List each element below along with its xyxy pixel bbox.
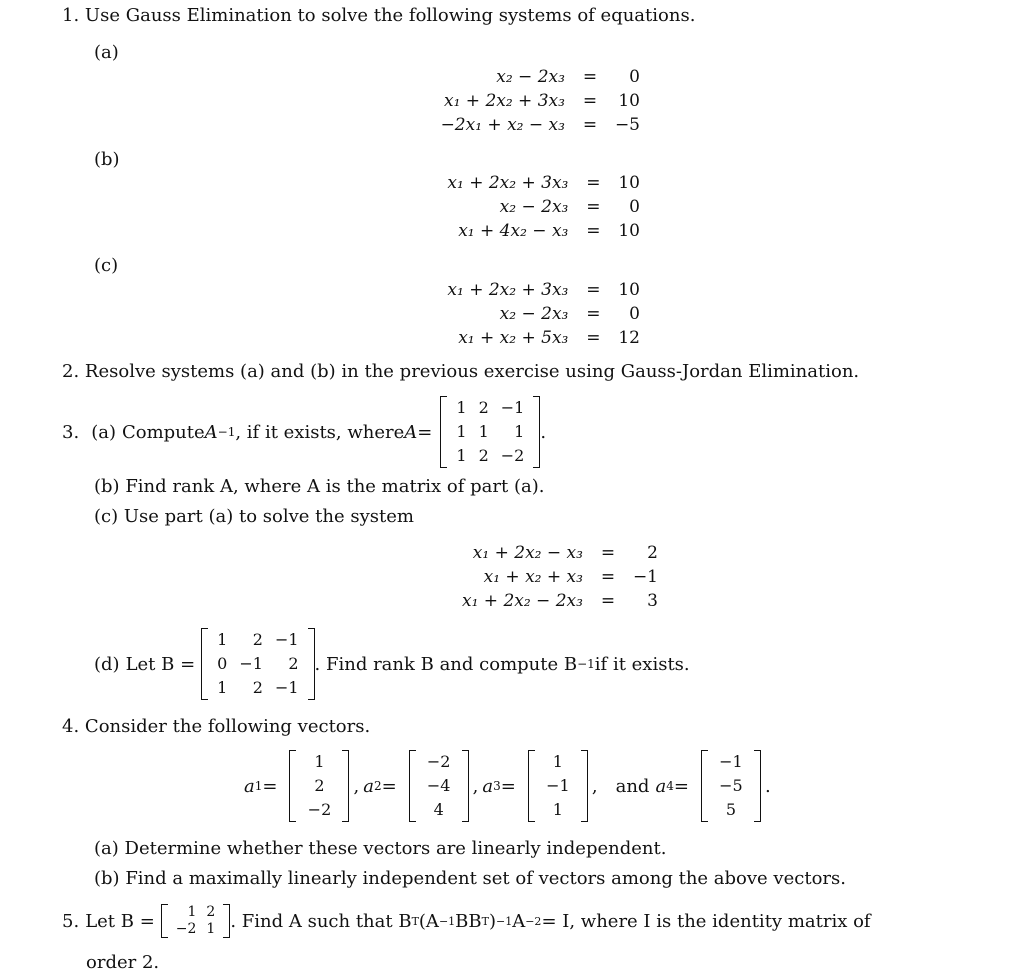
system-1b-row-2-eq: = (586, 197, 601, 217)
equals-sign: = (262, 775, 278, 797)
vector-a1-column (289, 750, 349, 822)
system-1a-row-2-eq: = (582, 91, 598, 111)
matrix-B-cell-1-3: −1 (274, 630, 299, 649)
transpose-2: T (481, 914, 489, 928)
system-3c-row-3-eq: = (600, 591, 616, 611)
matrix-A-cell-2-1: 1 (456, 422, 467, 441)
system-3c-row-1-rhs: 2 (647, 543, 658, 563)
matrix-B2-cell-1-2: 2 (206, 904, 216, 920)
problem-3d-label: (d) (94, 653, 120, 675)
system-1b-row-2-lhs: x₂ − 2x₃ (499, 197, 569, 217)
vector-a4-column (701, 750, 761, 822)
transpose-1: T (411, 914, 419, 928)
problem-4b-text: Find a maximally linearly independent set of vectors among the above vectors. (125, 868, 846, 889)
system-1a-row-2-lhs: x₁ + 2x₂ + 3x₃ (443, 91, 565, 111)
system-1c-row-2-lhs: x₂ − 2x₃ (499, 304, 569, 324)
problem-5-text-8: order 2. (86, 952, 160, 973)
system-1c-row-2-rhs: 0 (629, 304, 640, 324)
vector-a3 (482, 750, 597, 822)
system-1c-row-1-eq: = (586, 280, 601, 300)
vector-entry: −1 (546, 776, 570, 795)
vector-symbol: a (482, 775, 494, 797)
comma: , (353, 775, 360, 797)
equals-sign: = (673, 775, 689, 797)
system-1b-row-3-lhs: x₁ + 4x₂ − x₃ (458, 221, 569, 241)
problem-5-text-2: . Find A such that B (230, 910, 412, 932)
vector-a3-column (528, 750, 588, 822)
system-1b-row-1-eq: = (586, 173, 601, 193)
comma: , (472, 775, 479, 797)
problem-4a-text: Determine whether these vectors are linearly independent. (124, 838, 667, 859)
system-1b (447, 172, 640, 242)
problem-3d-text-start: Let B = (125, 653, 196, 675)
problem-5-text-5: ) (488, 910, 496, 932)
vector-entry: −2 (426, 752, 451, 771)
inverse-exponent-B: −1 (577, 657, 595, 671)
matrix-A-cell-3-1: 1 (456, 446, 467, 465)
problem-3a-label: (a) (91, 421, 116, 443)
system-1b-row-2-rhs: 0 (629, 197, 640, 217)
equals-sign: = (381, 775, 397, 797)
problem-5-line (62, 904, 871, 938)
matrix-B-cell-3-1: 1 (217, 678, 228, 697)
problem-2-statement (62, 361, 859, 382)
problem-3c-line (94, 506, 414, 527)
problem-3b-line (94, 476, 544, 497)
problem-4b-label: (b) (94, 868, 120, 889)
matrix-B-2x2 (161, 904, 231, 938)
problem-3b-text: Find rank A, where A is the matrix of part (a). (125, 476, 545, 497)
problem-3d-line (94, 628, 690, 700)
inverse-exponent: −1 (217, 425, 236, 439)
system-1b-row-1-lhs: x₁ + 2x₂ + 3x₃ (447, 173, 569, 193)
system-1c-row-3-eq: = (586, 328, 601, 348)
vector-index: 1 (254, 779, 263, 793)
problem-1-number: 1. (62, 5, 80, 26)
problem-3d-text-mid: . Find rank B and compute B (314, 653, 578, 675)
matrix-B-cell-3-3: −1 (274, 678, 299, 697)
equals-sign: = (500, 775, 516, 797)
vector-entry: 1 (314, 752, 325, 771)
matrix-A-cell-2-2: 1 (478, 422, 489, 441)
vector-a4 (598, 750, 771, 822)
problem-3c-text: Use part (a) to solve the system (123, 506, 414, 527)
vector-index: 3 (493, 779, 501, 793)
system-1b-row-3-eq: = (586, 221, 601, 241)
problem-3a-text-mid: , if it exists, where (235, 421, 405, 443)
system-1c-row-3-lhs: x₁ + x₂ + 5x₃ (458, 328, 569, 348)
vector-entry: 1 (552, 800, 563, 819)
system-3c-row-3-lhs: x₁ + 2x₂ − 2x₃ (461, 591, 583, 611)
system-3c-row-1-lhs: x₁ + 2x₂ − x₃ (472, 543, 583, 563)
vector-symbol: a (363, 775, 374, 797)
matrix-B-cell-2-2: −1 (239, 654, 263, 673)
vector-entry: 4 (433, 800, 444, 819)
problem-5-text-4: BB (455, 910, 482, 932)
power-neg-2: −2 (525, 914, 542, 928)
matrix-A-symbol-2: A (404, 421, 418, 443)
vector-a2-column (409, 750, 469, 822)
vector-entry: 1 (552, 752, 563, 771)
system-1b-row-3-rhs: 10 (618, 221, 640, 241)
vector-a2 (363, 750, 482, 822)
problem-4b-line (94, 868, 846, 889)
system-1a-row-1-lhs: x₂ − 2x₃ (496, 67, 565, 87)
matrix-A-cell-1-3: −1 (500, 398, 525, 417)
system-1c-row-1-lhs: x₁ + 2x₂ + 3x₃ (447, 280, 569, 300)
problem-5-text-7: = I, where I is the identity matrix of (541, 910, 871, 932)
matrix-A-cell-1-2: 2 (478, 398, 489, 417)
matrix-A-symbol: A (204, 421, 218, 443)
problem-3c-label: (c) (94, 506, 119, 527)
inverse-1: −1 (438, 914, 456, 928)
comma: , (591, 775, 598, 797)
matrix-A-cell-1-1: 1 (456, 398, 467, 417)
matrix-A-cell-2-3: 1 (514, 422, 525, 441)
vector-entry: 5 (725, 800, 737, 819)
problem-1b-label: (b) (94, 149, 120, 170)
system-3c-row-2-eq: = (600, 567, 616, 587)
vector-entry: −4 (426, 776, 451, 795)
vector-symbol: a (655, 775, 667, 797)
system-1a-row-3-rhs: −5 (614, 115, 640, 135)
problem-5-text-6: A (512, 910, 526, 932)
matrix-B-cell-2-1: 0 (217, 654, 228, 673)
system-1c-row-3-rhs: 12 (618, 328, 640, 348)
matrix-B-cell-1-1: 1 (217, 630, 228, 649)
problem-5-text-3: (A (418, 910, 439, 932)
period: . (764, 775, 771, 797)
equals-sign: = (417, 421, 433, 443)
matrix-B (201, 628, 314, 700)
vector-symbol: a (244, 775, 255, 797)
system-3c-row-1-eq: = (600, 543, 616, 563)
system-1a-row-3-lhs: −2x₁ + x₂ − x₃ (440, 115, 565, 135)
system-1a (441, 66, 640, 136)
inverse-2: −1 (496, 914, 513, 928)
and-word: and (615, 775, 650, 797)
problem-3a-line (62, 396, 546, 468)
problem-2-text: Resolve systems (a) and (b) in the previous exercise using Gauss-Jordan Elimination. (84, 361, 860, 382)
vector-entry: 2 (314, 776, 325, 795)
system-1c-row-1-rhs: 10 (618, 280, 640, 300)
problem-1c-label: (c) (94, 255, 119, 276)
system-1a-row-1-eq: = (582, 67, 598, 87)
matrix-B-cell-2-3: 2 (288, 654, 299, 673)
problem-4-text: Consider the following vectors. (84, 716, 371, 737)
problem-4a-label: (a) (94, 838, 119, 859)
system-1a-row-2-rhs: 10 (618, 91, 640, 111)
vector-index: 2 (373, 779, 382, 793)
system-1a-row-1-rhs: 0 (629, 67, 640, 87)
problem-1a-label: (a) (94, 42, 119, 63)
matrix-B2-cell-2-2: 1 (206, 921, 216, 937)
system-1b-row-1-rhs: 10 (618, 173, 640, 193)
problem-2-number: 2. (62, 361, 80, 382)
system-1c (447, 279, 640, 349)
problem-4-statement (62, 716, 370, 737)
matrix-B2-cell-1-1: 1 (187, 904, 197, 920)
system-3c (462, 542, 658, 612)
system-1a-row-3-eq: = (582, 115, 598, 135)
matrix-A-cell-3-2: 2 (478, 446, 489, 465)
problem-4a-line (94, 838, 666, 859)
system-3c-row-3-rhs: 3 (647, 591, 658, 611)
system-1c-row-2-eq: = (586, 304, 601, 324)
vector-entry: −1 (719, 752, 743, 771)
problem-3d-text-end: if it exists. (594, 653, 690, 675)
system-3c-row-2-rhs: −1 (632, 567, 658, 587)
problem-5-text-start: Let B = (85, 910, 155, 932)
vector-index: 4 (666, 779, 674, 793)
vector-a1 (244, 750, 363, 822)
matrix-B-cell-1-2: 2 (252, 630, 263, 649)
vector-list (244, 750, 771, 822)
matrix-A-cell-3-3: −2 (500, 446, 525, 465)
problem-3b-label: (b) (94, 476, 120, 497)
vector-entry: −5 (719, 776, 743, 795)
problem-5-number: 5. (62, 910, 80, 932)
period: . (540, 421, 547, 443)
vector-entry: −2 (307, 800, 332, 819)
system-3c-row-2-lhs: x₁ + x₂ + x₃ (483, 567, 583, 587)
matrix-B2-cell-2-1: −2 (175, 921, 197, 937)
problem-1-statement (62, 5, 695, 26)
problem-1-text: Use Gauss Elimination to solve the following systems of equations. (84, 5, 696, 26)
matrix-A (440, 396, 540, 468)
problem-4-number: 4. (62, 716, 80, 737)
problem-3-number: 3. (62, 421, 80, 443)
matrix-B-cell-3-2: 2 (252, 678, 263, 697)
problem-3a-text-start: Compute (121, 421, 205, 443)
